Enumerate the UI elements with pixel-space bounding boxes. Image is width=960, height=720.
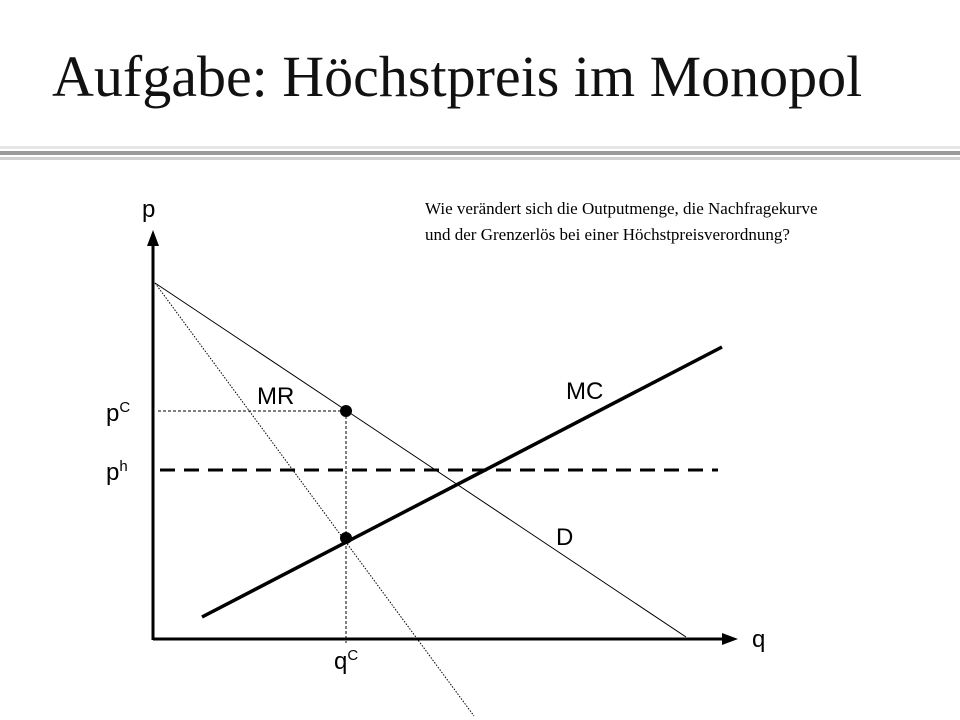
demand-curve [155, 283, 686, 637]
d-label: D [556, 524, 574, 551]
mr-label: MR [257, 383, 295, 410]
mr-mc-intersection-point [340, 532, 352, 544]
mc-label: MC [566, 378, 604, 405]
pc-label: $p^C$ [106, 399, 131, 427]
x-axis-label: q [752, 626, 766, 653]
ph-label: $p^h$ [106, 458, 128, 486]
qc-label: $q^C$ [334, 647, 359, 675]
slide-title: Aufgabe: Höchstpreis im Monopol [52, 44, 863, 109]
demand-point [340, 405, 352, 417]
y-axis-label: p [142, 196, 156, 223]
x-axis-arrow [722, 633, 738, 645]
question-text: Wie verändert sich die Outputmenge, die Nachfragekurve und der Grenzerlös bei einer Höchstpreisverordnung? [425, 199, 818, 244]
y-axis-arrow [147, 230, 159, 246]
